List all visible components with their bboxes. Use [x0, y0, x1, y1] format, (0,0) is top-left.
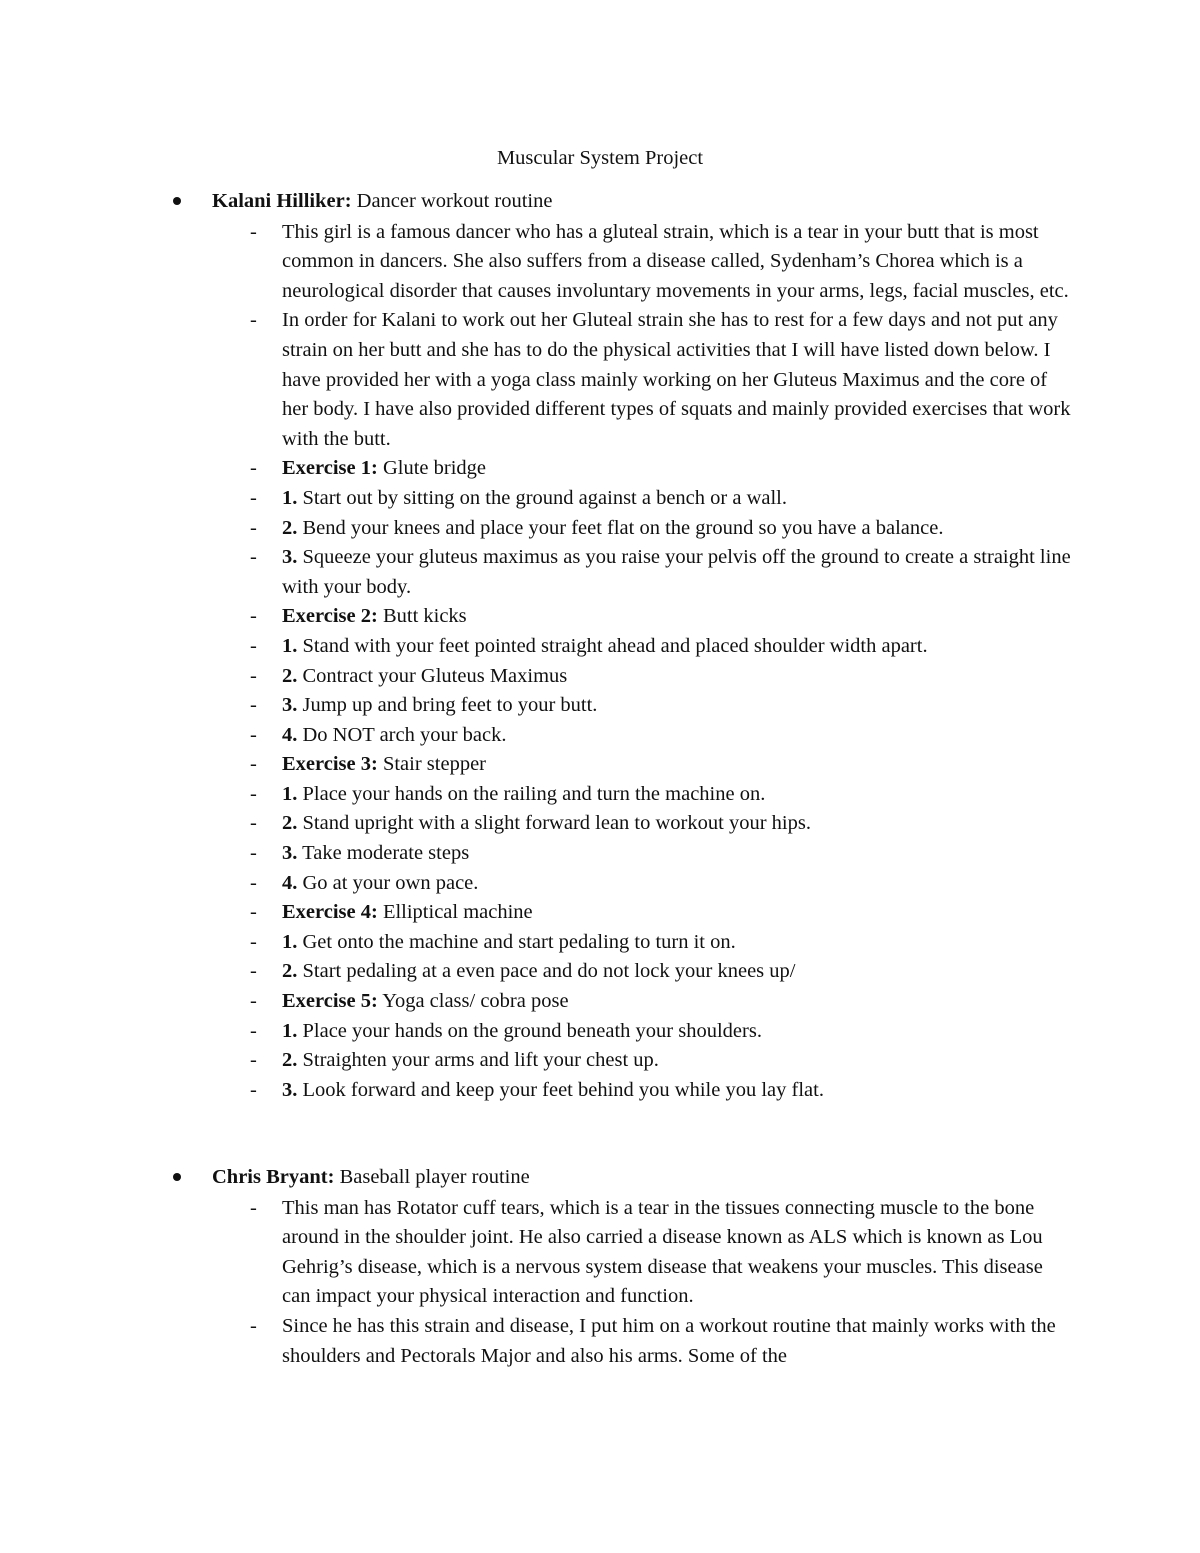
routine-name: Dancer workout routine — [356, 190, 553, 212]
item-text: Stand with your feet pointed straight ahead and placed shoulder width apart. — [297, 634, 928, 657]
list-item — [0, 839, 1072, 869]
list-item — [0, 780, 1072, 810]
item-text: This man has Rotator cuff tears, which is a tear in the tissues connecting muscle to the bone around in the shoulder joint. He also carried a disease known as ALS which is known as Lou Gehrig’s disease, which is a nervous system disease that weakens your muscles. This disease can impact your physical interaction and function. — [282, 1196, 1043, 1308]
list-item — [0, 514, 1072, 544]
dash-marker: - — [250, 309, 257, 332]
item-label: 2. — [282, 960, 298, 983]
item-label: 1. — [282, 486, 298, 509]
list-item — [0, 809, 1072, 839]
list-item — [0, 454, 1072, 484]
item-label: 1. — [282, 634, 298, 657]
list-item — [0, 1312, 1072, 1371]
item-label: 3. — [282, 694, 298, 717]
list-item — [0, 1194, 1072, 1312]
dash-marker: - — [250, 457, 257, 480]
dash-marker: - — [250, 842, 257, 865]
item-text: Start pedaling at a even pace and do not lock your knees up/ — [297, 960, 796, 983]
list-item — [0, 602, 1072, 632]
item-text: Butt kicks — [377, 605, 467, 628]
item-label: 2. — [282, 1049, 298, 1072]
list-item — [0, 750, 1072, 780]
routine-name: Baseball player routine — [339, 1166, 530, 1188]
item-text: Look forward and keep your feet behind you while you lay flat. — [297, 1078, 824, 1101]
item-label: Exercise 1: — [282, 457, 378, 480]
item-label: 1. — [282, 1019, 298, 1042]
item-text: Place your hands on the ground beneath your shoulders. — [297, 1019, 762, 1042]
person-name: Chris Bryant: — [212, 1166, 335, 1188]
list-item — [0, 898, 1072, 928]
dash-marker: - — [250, 546, 257, 569]
dash-marker: - — [250, 516, 257, 539]
item-label: 2. — [282, 664, 298, 687]
dash-marker: - — [250, 930, 257, 953]
section-heading — [212, 187, 552, 215]
item-text: Straighten your arms and lift your chest up. — [297, 1049, 659, 1072]
list-item — [0, 957, 1072, 987]
list-item — [0, 1076, 1072, 1106]
item-text: In order for Kalani to work out her Gluteal strain she has to rest for a few days and not put any strain on her butt and she has to do the physical activities that I will have listed down below. I have provided her with a yoga class mainly working on her Gluteus Maximus and the core of her body. I have also provided different types of squats and mainly provided exercises that work with the butt. — [282, 309, 1071, 450]
item-text: Do NOT arch your back. — [297, 723, 507, 746]
list-item — [0, 928, 1072, 958]
item-text: Jump up and bring feet to your butt. — [297, 694, 598, 717]
item-text: This girl is a famous dancer who has a gluteal strain, which is a tear in your butt that is most common in dancers. She also suffers from a disease called, Sydenham’s Chorea which is a neurological disorder that causes involuntary movements in your arms, legs, facial muscles, etc. — [282, 220, 1069, 302]
item-text: Bend your knees and place your feet flat on the ground so you have a balance. — [297, 516, 944, 539]
item-list — [0, 1194, 1200, 1372]
item-label: Exercise 4: — [282, 901, 378, 924]
list-item — [0, 1017, 1072, 1047]
item-text: Start out by sitting on the ground against a bench or a wall. — [297, 486, 788, 509]
page-title: Muscular System Project — [496, 147, 704, 169]
dash-marker: - — [250, 1196, 257, 1219]
item-text: Glute bridge — [377, 457, 486, 480]
item-text: Take moderate steps — [297, 842, 470, 865]
item-label: 2. — [282, 516, 298, 539]
list-item — [0, 543, 1072, 602]
dash-marker: - — [250, 960, 257, 983]
dash-marker: - — [250, 1078, 257, 1101]
item-label: 4. — [282, 871, 298, 894]
item-label: 2. — [282, 812, 298, 835]
dash-marker: - — [250, 1314, 257, 1337]
section-heading — [212, 1163, 530, 1191]
dash-marker: - — [250, 1019, 257, 1042]
dash-marker: - — [250, 871, 257, 894]
list-item — [0, 484, 1072, 514]
bullet-icon — [173, 1173, 181, 1181]
dash-marker: - — [250, 664, 257, 687]
list-item — [0, 721, 1072, 751]
item-label: 1. — [282, 782, 298, 805]
list-item — [0, 1046, 1072, 1076]
bullet-icon — [173, 197, 181, 205]
item-text: Get onto the machine and start pedaling to turn it on. — [297, 930, 736, 953]
item-list — [0, 218, 1200, 1106]
dash-marker: - — [250, 723, 257, 746]
list-item — [0, 691, 1072, 721]
dash-marker: - — [250, 694, 257, 717]
dash-marker: - — [250, 782, 257, 805]
dash-marker: - — [250, 634, 257, 657]
item-text: Yoga class/ cobra pose — [377, 990, 569, 1013]
dash-marker: - — [250, 812, 257, 835]
dash-marker: - — [250, 605, 257, 628]
item-label: 3. — [282, 1078, 298, 1101]
person-name: Kalani Hilliker: — [212, 190, 352, 212]
list-item — [0, 987, 1072, 1017]
item-label: Exercise 2: — [282, 605, 378, 628]
item-label: 1. — [282, 930, 298, 953]
list-item — [0, 662, 1072, 692]
item-text: Go at your own pace. — [297, 871, 479, 894]
dash-marker: - — [250, 486, 257, 509]
item-text: Since he has this strain and disease, I put him on a workout routine that mainly works with the shoulders and Pectorals Major and also his arms. Some of the — [282, 1314, 1056, 1367]
item-text: Stand upright with a slight forward lean to workout your hips. — [297, 812, 811, 835]
dash-marker: - — [250, 990, 257, 1013]
item-text: Elliptical machine — [377, 901, 533, 924]
item-label: Exercise 5: — [282, 990, 378, 1013]
list-item — [0, 218, 1072, 307]
list-item — [0, 306, 1072, 454]
item-label: 3. — [282, 842, 298, 865]
item-text: Stair stepper — [377, 753, 486, 776]
item-label: 3. — [282, 546, 298, 569]
dash-marker: - — [250, 220, 257, 243]
list-item — [0, 869, 1072, 899]
item-text: Squeeze your gluteus maximus as you raise your pelvis off the ground to create a straight line with your body. — [282, 546, 1071, 598]
item-label: Exercise 3: — [282, 753, 378, 776]
list-item — [0, 632, 1072, 662]
item-text: Contract your Gluteus Maximus — [297, 664, 568, 687]
dash-marker: - — [250, 1049, 257, 1072]
dash-marker: - — [250, 753, 257, 776]
item-label: 4. — [282, 723, 298, 746]
item-text: Place your hands on the railing and turn the machine on. — [297, 782, 766, 805]
dash-marker: - — [250, 901, 257, 924]
